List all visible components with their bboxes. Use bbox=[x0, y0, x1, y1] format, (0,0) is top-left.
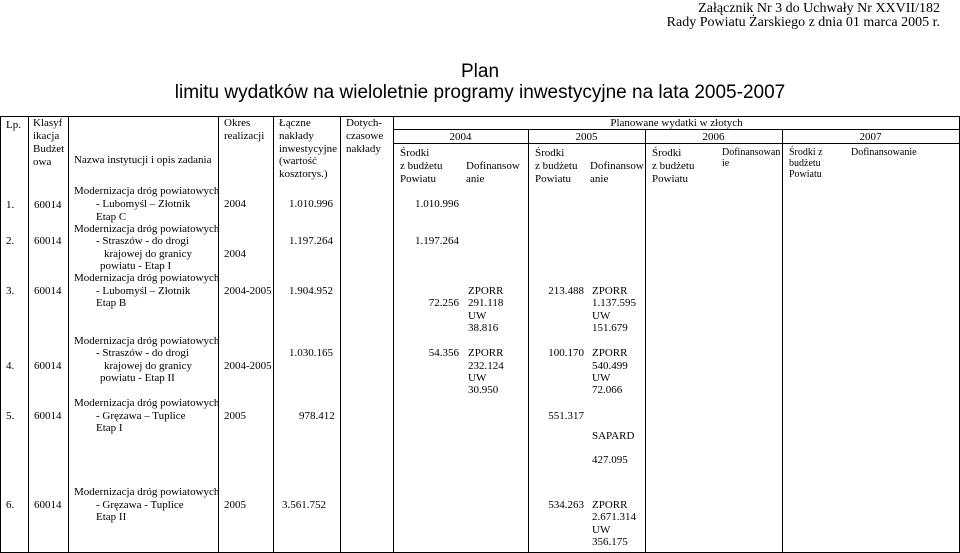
row-description: powiatu - Etap II bbox=[100, 372, 175, 384]
header-year-2004: 2004 bbox=[449, 131, 472, 143]
row-number: 3. bbox=[6, 285, 15, 297]
col-divider bbox=[645, 129, 646, 553]
row-total-cost: 1.197.264 bbox=[289, 235, 333, 247]
row-total-cost: 1.030.165 bbox=[289, 347, 333, 359]
row-2005-own-funds: 100.170 bbox=[548, 347, 584, 359]
row-number: 4. bbox=[6, 360, 15, 372]
annex-number: Załącznik Nr 3 do Uchwały Nr XXVII/182 bbox=[698, 1, 940, 16]
row-period: 2004-2005 bbox=[224, 360, 272, 372]
header-klasyf-4: owa bbox=[33, 156, 52, 168]
header-2004-srodki-3: Powiatu bbox=[400, 173, 437, 185]
row-classification: 60014 bbox=[34, 235, 62, 247]
row-description: - Gręzawa - Tuplice bbox=[96, 499, 184, 511]
row-period: 2005 bbox=[224, 410, 246, 422]
col-divider bbox=[782, 129, 783, 553]
header-2004-srodki-2: z budżetu bbox=[400, 160, 443, 172]
row-total-cost: 1.010.996 bbox=[289, 198, 333, 210]
row-period: 2004 bbox=[224, 248, 246, 260]
year-header-divider bbox=[393, 143, 960, 144]
header-laczne-3: inwestycyjne bbox=[279, 143, 338, 155]
row-2004-cofinancing: 291.118 bbox=[468, 297, 504, 309]
header-dotych-1: Dotych- bbox=[346, 117, 383, 129]
header-klasyf-2: ikacja bbox=[33, 130, 60, 142]
row-2005-own-funds: 213.488 bbox=[548, 285, 584, 297]
header-2005-srodki-1: Środki bbox=[535, 147, 565, 159]
row-description: Etap I bbox=[96, 422, 123, 434]
row-period: 2004-2005 bbox=[224, 285, 272, 297]
row-total-cost: 978.412 bbox=[299, 410, 335, 422]
row-classification: 60014 bbox=[34, 285, 62, 297]
row-period: 2004 bbox=[224, 198, 246, 210]
header-dotych-2: czasowe bbox=[346, 130, 384, 142]
row-description: Modernizacja dróg powiatowych bbox=[74, 223, 220, 235]
header-2006-srodki-2: z budżetu bbox=[652, 160, 695, 172]
row-2005-cofinancing: UW bbox=[592, 524, 611, 536]
row-2005-cofinancing: 540.499 bbox=[592, 360, 628, 372]
header-planowane: Planowane wydatki w złotych bbox=[610, 117, 743, 129]
row-description: - Lubomyśl – Złotnik bbox=[96, 285, 191, 297]
row-classification: 60014 bbox=[34, 360, 62, 372]
row-description: Etap B bbox=[96, 297, 127, 309]
header-dotych-3: nakłady bbox=[346, 143, 381, 155]
header-klasyf-3: Budżet bbox=[33, 143, 65, 155]
header-okres-2: realizacji bbox=[224, 130, 265, 142]
row-description: krajowej do granicy bbox=[104, 360, 192, 372]
row-2004-cofinancing: UW bbox=[468, 310, 487, 322]
header-2007-srodki-2: budżetu bbox=[789, 158, 821, 169]
header-laczne-5: kosztorys.) bbox=[279, 168, 328, 180]
row-2005-cofinancing: 356.175 bbox=[592, 536, 628, 548]
col-divider bbox=[528, 129, 529, 553]
row-2004-own-funds: 72.256 bbox=[428, 297, 459, 309]
header-2004-srodki-1: Środki bbox=[400, 147, 430, 159]
council-resolution-date: Rady Powiatu Żarskiego z dnia 01 marca 2005 r. bbox=[666, 15, 940, 30]
row-number: 2. bbox=[6, 235, 15, 247]
row-2005-cofinancing: ZPORR bbox=[592, 285, 628, 297]
row-2004-own-funds: 1.010.996 bbox=[415, 198, 459, 210]
col-divider bbox=[68, 116, 69, 553]
header-2004-dofin-2: anie bbox=[466, 173, 485, 185]
page-subtitle: limitu wydatków na wieloletnie programy inwestycyjne na lata 2005-2007 bbox=[174, 82, 786, 103]
row-2004-cofinancing: 30.950 bbox=[468, 384, 499, 396]
row-description: Etap C bbox=[96, 211, 127, 223]
header-lp: Lp. bbox=[6, 119, 21, 131]
row-2005-cofinancing: SAPARD bbox=[592, 430, 635, 442]
col-divider bbox=[0, 116, 1, 553]
row-description: - Lubomyśl – Złotnik bbox=[96, 198, 191, 210]
row-2004-cofinancing: ZPORR bbox=[468, 285, 504, 297]
planned-header-divider bbox=[393, 129, 960, 130]
header-laczne-2: nakłady bbox=[279, 130, 314, 142]
row-description: - Straszów - do drogi bbox=[96, 235, 189, 247]
row-description: - Gręzawa – Tuplice bbox=[96, 410, 186, 422]
row-2004-cofinancing: 38.816 bbox=[468, 322, 499, 334]
row-2005-cofinancing: 427.095 bbox=[592, 454, 628, 466]
row-classification: 60014 bbox=[34, 410, 62, 422]
row-period: 2005 bbox=[224, 499, 246, 511]
header-2005-dofin-2: anie bbox=[590, 173, 609, 185]
row-2005-cofinancing: 72.066 bbox=[592, 384, 623, 396]
row-2005-own-funds: 534.263 bbox=[548, 499, 584, 511]
row-number: 5. bbox=[6, 410, 15, 422]
header-year-2006: 2006 bbox=[702, 131, 725, 143]
row-number: 1. bbox=[6, 199, 15, 211]
header-nazwa: Nazwa instytucji i opis zadania bbox=[74, 154, 212, 166]
row-total-cost: 1.904.952 bbox=[289, 285, 333, 297]
header-laczne-1: Łączne bbox=[279, 117, 311, 129]
col-divider bbox=[393, 116, 394, 553]
col-divider bbox=[273, 116, 274, 553]
row-2005-cofinancing: ZPORR bbox=[592, 347, 628, 359]
header-laczne-4: (wartość bbox=[279, 155, 317, 167]
row-classification: 60014 bbox=[34, 499, 62, 511]
row-description: Modernizacja dróg powiatowych bbox=[74, 335, 220, 347]
header-2005-srodki-3: Powiatu bbox=[535, 173, 572, 185]
header-2007-dofin: Dofinansowanie bbox=[851, 147, 917, 158]
row-description: powiatu - Etap I bbox=[100, 260, 172, 272]
row-description: Modernizacja dróg powiatowych bbox=[74, 486, 220, 498]
row-description: Modernizacja dróg powiatowych bbox=[74, 185, 220, 197]
header-okres-1: Okres bbox=[224, 117, 251, 129]
header-2007-srodki-1: Środki z bbox=[789, 147, 823, 158]
header-2006-dofin-2: ie bbox=[722, 158, 730, 169]
row-2005-cofinancing: UW bbox=[592, 310, 611, 322]
row-description: krajowej do granicy bbox=[104, 248, 192, 260]
header-2007-srodki-3: Powiatu bbox=[789, 169, 822, 180]
row-2005-cofinancing: UW bbox=[592, 372, 611, 384]
header-2006-dofin-1: Dofinansowan bbox=[722, 147, 781, 158]
col-divider bbox=[28, 116, 29, 553]
header-2004-dofin-1: Dofinansow bbox=[466, 160, 520, 172]
row-number: 6. bbox=[6, 499, 15, 511]
header-2005-srodki-2: z budżetu bbox=[535, 160, 578, 172]
row-2004-own-funds: 1.197.264 bbox=[415, 235, 459, 247]
col-divider bbox=[340, 116, 341, 553]
row-2005-cofinancing: 1.137.595 bbox=[592, 297, 636, 309]
header-year-2007: 2007 bbox=[859, 131, 882, 143]
row-description: Modernizacja dróg powiatowych bbox=[74, 397, 220, 409]
row-2004-cofinancing: 232.124 bbox=[468, 360, 504, 372]
row-2004-cofinancing: UW bbox=[468, 372, 487, 384]
row-2004-own-funds: 54.356 bbox=[428, 347, 459, 359]
row-2005-own-funds: 551.317 bbox=[548, 410, 584, 422]
header-year-2005: 2005 bbox=[575, 131, 598, 143]
page-title: Plan bbox=[460, 61, 500, 82]
row-description: Modernizacja dróg powiatowych bbox=[74, 272, 220, 284]
header-2006-srodki-1: Środki bbox=[652, 147, 682, 159]
row-classification: 60014 bbox=[34, 199, 62, 211]
row-2005-cofinancing: ZPORR bbox=[592, 499, 628, 511]
header-2005-dofin-1: Dofinansow bbox=[590, 160, 644, 172]
row-description: - Straszów - do drogi bbox=[96, 347, 189, 359]
row-2005-cofinancing: 151.679 bbox=[592, 322, 628, 334]
row-2005-cofinancing: 2.671.314 bbox=[592, 511, 636, 523]
header-2006-srodki-3: Powiatu bbox=[652, 173, 689, 185]
table-top-border bbox=[0, 116, 960, 117]
row-2004-cofinancing: ZPORR bbox=[468, 347, 504, 359]
header-klasyf-1: Klasyf bbox=[33, 117, 63, 129]
row-description: Etap II bbox=[96, 511, 127, 523]
row-total-cost: 3.561.752 bbox=[282, 499, 326, 511]
